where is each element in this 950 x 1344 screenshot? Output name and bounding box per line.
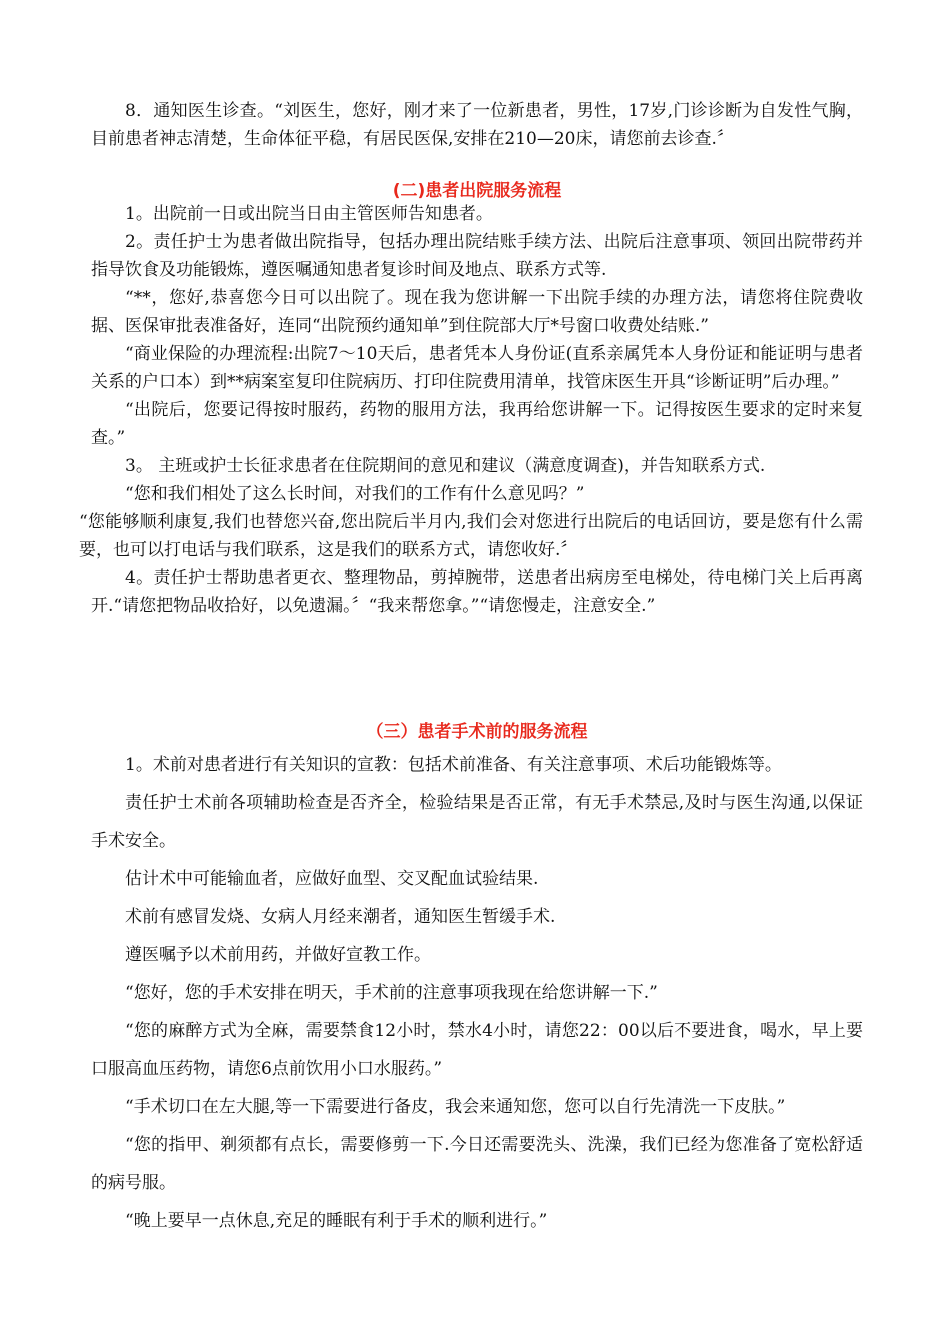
paragraph: “晚上要早一点休息,充足的睡眠有利于手术的顺利进行。” bbox=[125, 1211, 548, 1231]
paragraph: “出院后，您要记得按时服药，药物的服用方法，我再给您讲解一下。记得按医生要求的定时来复查。” bbox=[91, 400, 863, 448]
section-discharge-body bbox=[79, 200, 863, 620]
paragraph: “您和我们相处了这么长时间，对我们的工作有什么意见吗？” bbox=[125, 484, 585, 504]
paragraph: 估计术中可能输血者，应做好血型、交叉配血试验结果. bbox=[125, 869, 539, 889]
section-preoperative bbox=[91, 717, 863, 742]
section-notify-doctor bbox=[91, 97, 863, 153]
paragraph: “商业保险的办理流程:出院7～10天后，患者凭本人身份证(直系亲属凭本人身份证和能证明与患者关系的户口本）到**病案室复印住院病历、打印住院费用清单，找管床医生开具“诊断证明”后办理。” bbox=[91, 344, 863, 392]
section-heading: (二)患者出院服务流程 bbox=[392, 181, 562, 201]
paragraph: “手术切口在左大腿,等一下需要进行备皮，我会来通知您，您可以自行先清洗一下皮肤。” bbox=[125, 1097, 786, 1117]
paragraph: 1。术前对患者进行有关知识的宣教：包括术前准备、有关注意事项、术后功能锻炼等。 bbox=[125, 755, 782, 775]
section-heading: （三）患者手术前的服务流程 bbox=[366, 722, 588, 742]
paragraph: 8．通知医生诊查。“刘医生，您好，刚才来了一位新患者，男性，17岁,门诊诊断为自发性气胸，目前患者神志清楚，生命体征平稳，有居民医保,安排在210—20床，请您前去诊查.〞 bbox=[91, 101, 863, 149]
paragraph: 遵医嘱予以术前用药，并做好宣教工作。 bbox=[125, 945, 431, 965]
paragraph: 3。 主班或护士长征求患者在住院期间的意见和建议（满意度调查)，并告知联系方式. bbox=[125, 456, 766, 476]
paragraph: “您的指甲、剃须都有点长，需要修剪一下.今日还需要洗头、洗澡，我们已经为您准备了宽松舒适的病号服。 bbox=[91, 1135, 863, 1193]
paragraph: 术前有感冒发烧、女病人月经来潮者，通知医生暂缓手术. bbox=[125, 907, 556, 927]
paragraph: “**，您好,恭喜您今日可以出院了。现在我为您讲解一下出院手续的办理方法，请您将住院费收据、医保审批表准备好，连同“出院预约通知单”到住院部大厅*号窗口收费处结账.” bbox=[91, 288, 863, 336]
paragraph: 责任护士术前各项辅助检查是否齐全，检验结果是否正常，有无手术禁忌,及时与医生沟通,以保证手术安全。 bbox=[91, 793, 863, 851]
paragraph: “您好，您的手术安排在明天，手术前的注意事项我现在给您讲解一下.” bbox=[125, 983, 658, 1003]
section-discharge bbox=[91, 176, 863, 201]
section-preoperative-body bbox=[91, 746, 863, 1240]
paragraph: 1。出院前一日或出院当日由主管医师告知患者。 bbox=[125, 204, 493, 224]
paragraph: “您能够顺利康复,我们也替您兴奋,您出院后半月内,我们会对您进行出院后的电话回访，要是您有什么需要，也可以打电话与我们联系，这是我们的联系方式，请您收好.〞 bbox=[79, 512, 863, 560]
paragraph: 4。责任护士帮助患者更衣、整理物品，剪掉腕带，送患者出病房至电梯处，待电梯门关上后再离开.“请您把物品收拾好，以免遗漏。〞“我来帮您拿。”“请您慢走，注意安全.” bbox=[91, 568, 863, 616]
paragraph: “您的麻醉方式为全麻，需要禁食12小时，禁水4小时，请您22：00以后不要进食，喝水，早上要口服高血压药物，请您6点前饮用小口水服药。” bbox=[91, 1021, 863, 1079]
paragraph: 2。责任护士为患者做出院指导，包括办理出院结账手续方法、出院后注意事项、领回出院带药并指导饮食及功能锻炼，遵医嘱通知患者复诊时间及地点、联系方式等. bbox=[91, 232, 863, 280]
